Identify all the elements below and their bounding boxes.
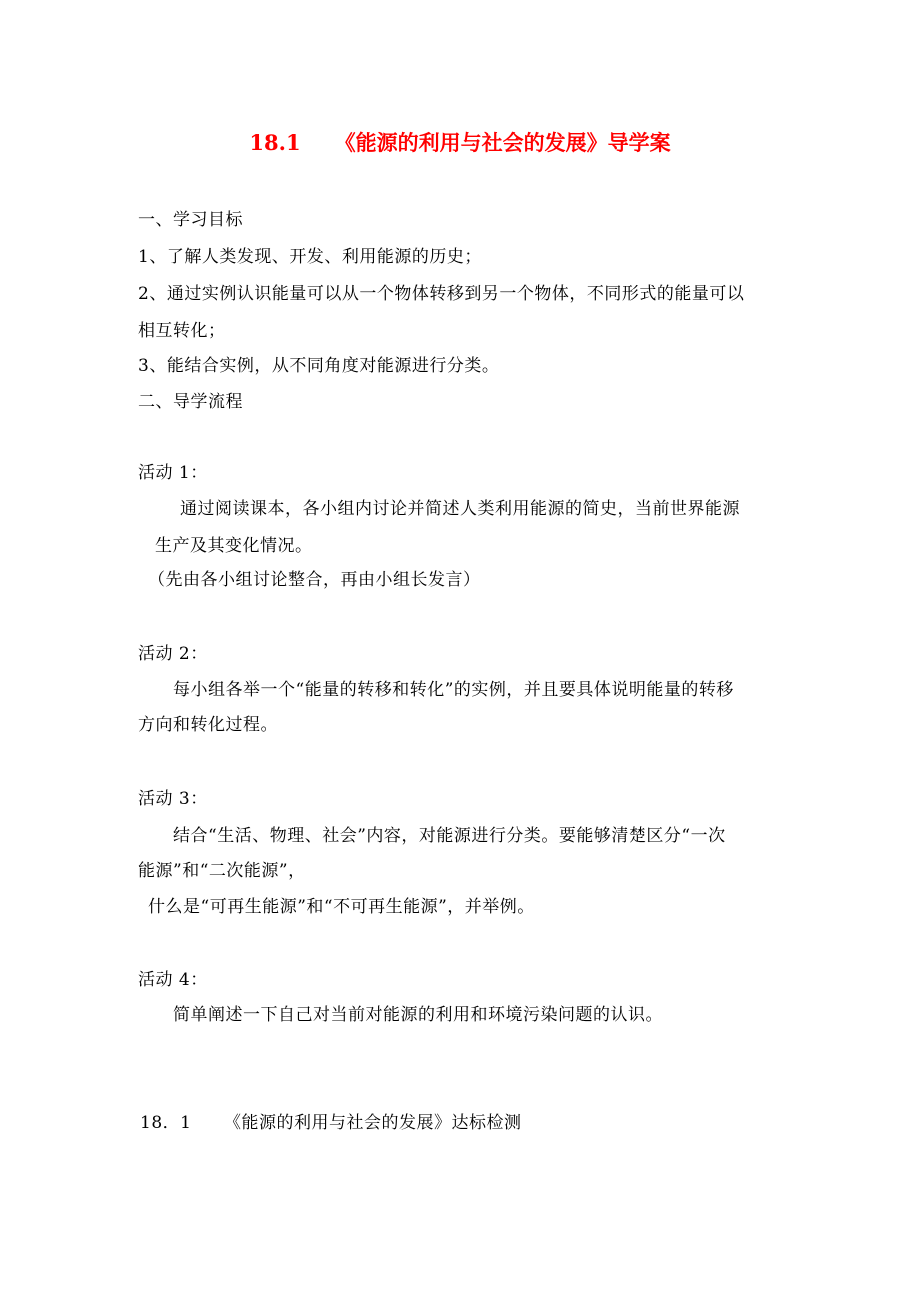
objective-item-2-line-1: 2、通过实例认识能量可以从一个物体转移到另一个物体，不同形式的能量可以 — [138, 284, 745, 304]
activity-1-label: 活动 1： — [138, 463, 208, 483]
objective-item-3: 3、能结合实例，从不同角度对能源进行分类。 — [138, 356, 500, 376]
objective-item-2-line-2: 相互转化； — [138, 321, 226, 341]
assessment-text: 《能源的利用与社会的发展》达标检测 — [224, 1113, 522, 1133]
activity-1-line-2: 生产及其变化情况。 — [155, 536, 313, 556]
assessment-number: 18．1 — [140, 1113, 192, 1133]
activity-2-line-2: 方向和转化过程。 — [138, 715, 278, 735]
title-number: 18.1 — [249, 130, 301, 155]
objectives-heading: 一、学习目标 — [138, 210, 243, 230]
activity-4-label: 活动 4： — [138, 970, 208, 990]
objective-item-1: 1、了解人类发现、开发、利用能源的历史； — [138, 247, 482, 267]
activity-4-line-1: 简单阐述一下自己对当前对能源的利用和环境污染问题的认识。 — [173, 1005, 663, 1025]
activity-3-label: 活动 3： — [138, 789, 208, 809]
assessment-title — [140, 1112, 522, 1134]
activity-1-line-1: 通过阅读课本，各小组内讨论并简述人类利用能源的简史，当前世界能源 — [180, 499, 740, 519]
page-title — [0, 129, 920, 157]
activity-3-line-1: 结合“生活、物理、社会”内容，对能源进行分类。要能够清楚区分“一次 — [173, 826, 726, 846]
title-text: 《能源的利用与社会的发展》导学案 — [334, 130, 671, 155]
process-heading: 二、导学流程 — [138, 392, 243, 412]
activity-3-line-2: 能源”和“二次能源”， — [138, 861, 306, 881]
activity-1-line-3: （先由各小组讨论整合，再由小组长发言） — [148, 570, 481, 590]
activity-2-label: 活动 2： — [138, 644, 208, 664]
activity-2-line-1: 每小组各举一个“能量的转移和转化”的实例，并且要具体说明能量的转移 — [173, 680, 734, 700]
activity-3-line-3: 什么是“可再生能源”和“不可再生能源”，并举例。 — [148, 897, 535, 917]
